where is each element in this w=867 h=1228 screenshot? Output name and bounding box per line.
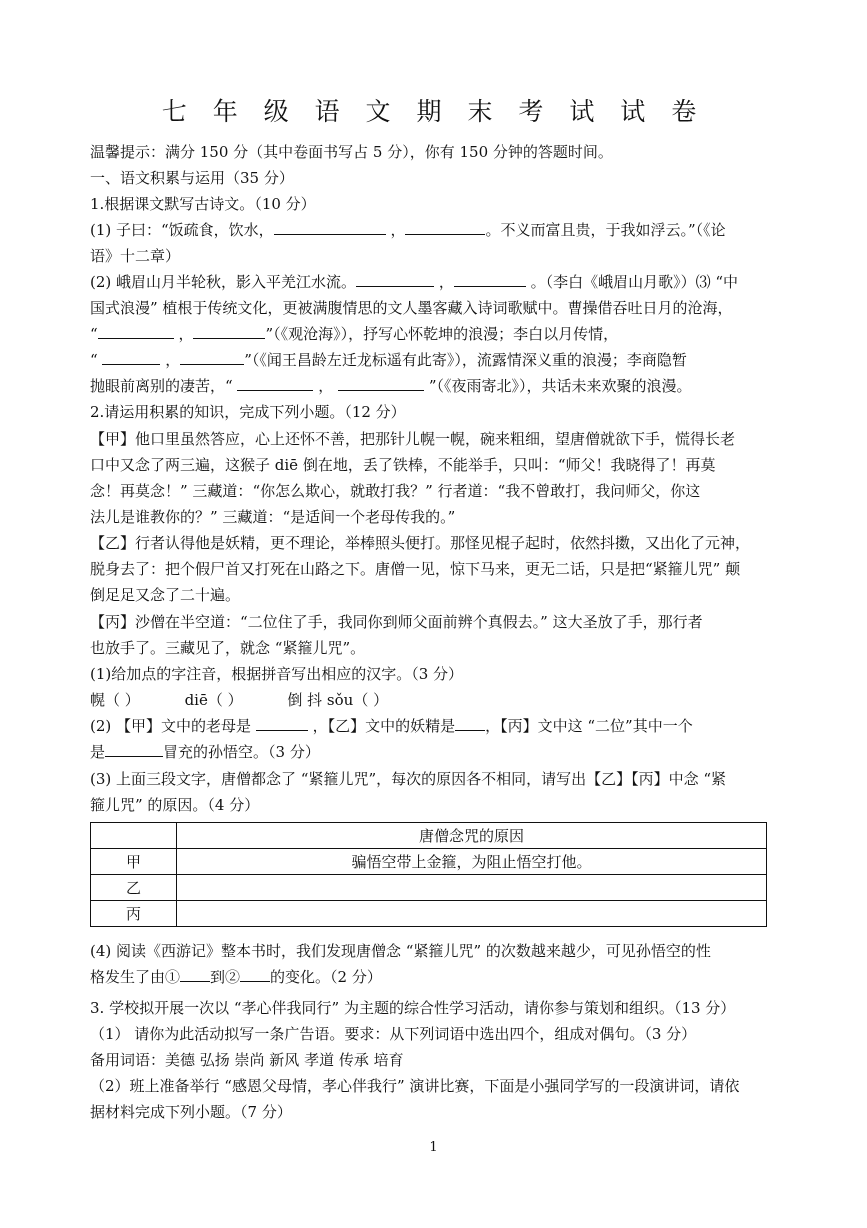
answer-blank[interactable] xyxy=(405,220,485,235)
table-row xyxy=(91,849,767,875)
q1-line-6: “ ， ”（《闻王昌龄左迁龙标遥有此寄》），流露情深义重的浪漫；李商隐暂 xyxy=(90,351,687,369)
row-reason-input[interactable] xyxy=(177,875,767,901)
answer-blank[interactable] xyxy=(256,716,308,731)
q1-line-3: (2) 峨眉山月半轮秋，影入平羌江水流。 ， 。（李白《峨眉山月歌》）⑶ “中 xyxy=(90,273,739,291)
pinyin-answers: 幌（ ） diē（ ） 倒 抖 sǒu（ ） xyxy=(90,691,389,709)
answer-blank[interactable] xyxy=(180,967,210,982)
q3-sub-2: （2）班上准备举行 “感恩父母情，孝心伴我行” 演讲比赛，下面是小强同学写的一段演讲词，请依 xyxy=(90,1077,740,1095)
answer-blank[interactable] xyxy=(193,324,265,339)
reason-table xyxy=(90,822,767,927)
question-2-heading: 2.请运用积累的知识，完成下列小题。（12 分） xyxy=(90,403,406,421)
answer-blank[interactable] xyxy=(338,376,424,391)
q1-line-7: 抛眼前离别的凄苦，“ ， ”（《夜雨寄北》），共话未来欢聚的浪漫。 xyxy=(90,377,692,395)
row-label: 乙 xyxy=(91,875,177,901)
row-label: 甲 xyxy=(91,849,177,875)
page-number: 1 xyxy=(429,1140,438,1155)
answer-blank[interactable] xyxy=(455,716,485,731)
q1-line-5: “ ， ”（《观沧海》），抒写心怀乾坤的浪漫；李白以月传情， xyxy=(90,325,619,343)
section-heading: 一、语文积累与运用（35 分） xyxy=(90,169,294,187)
sub-question-4-cont: 格发生了由① 到② 的变化。（2 分） xyxy=(90,968,382,986)
passage-jia-line: 【甲】他口里虽然答应，心上还怀不善，把那针儿幌一幌，碗来粗细，望唐僧就欲下手，慌得长老 xyxy=(90,430,736,448)
passage-yi-line: 脱身去了：把个假尸首又打死在山路之下。唐僧一见，惊下马来，更无二话，只是把“紧箍儿咒” 颠 xyxy=(90,560,741,578)
answer-blank[interactable] xyxy=(98,324,174,339)
passage-jia-line: 念！再莫念！” 三藏道：“你怎么欺心，就敢打我？” 行者道：“我不曾敢打，我问师父，你这 xyxy=(90,482,701,500)
q1-line-2: 语》十二章） xyxy=(90,247,181,265)
question-3-heading: 3. 学校拟开展一次以 “孝心伴我同行” 为主题的综合性学习活动，请你参与策划和组织。（13 分） xyxy=(90,999,736,1017)
passage-jia-line: 法儿是谁教你的？” 三藏道：“是适间一个老母传我的。” xyxy=(90,508,456,526)
word-bank: 备用词语：美德 弘扬 崇尚 新风 孝道 传承 培育 xyxy=(90,1051,404,1069)
answer-blank[interactable] xyxy=(454,272,526,287)
tip-text: 温馨提示：满分 150 分（其中卷面书写占 5 分），你有 150 分钟的答题时间。 xyxy=(90,143,613,161)
q1-line-1: (1) 子曰：“饭疏食，饮水， ， 。不义而富且贵，于我如浮云。”（《论 xyxy=(90,221,726,239)
q1-line-4: 国式浪漫” 植根于传统文化，更被满腹情思的文人墨客藏入诗词歌赋中。曹操借吞吐日月的沧海， xyxy=(90,299,733,317)
answer-blank[interactable] xyxy=(240,967,270,982)
passage-yi-line: 倒足足又念了二十遍。 xyxy=(90,586,241,604)
answer-blank[interactable] xyxy=(180,350,244,365)
answer-blank[interactable] xyxy=(274,220,386,235)
q3-sub-1: （1） 请你为此活动拟写一条广告语。要求：从下列词语中选出四个，组成对偶句。（3 分） xyxy=(90,1025,697,1043)
table-header: 唐僧念咒的原因 xyxy=(177,823,767,849)
table-row xyxy=(91,901,767,927)
table-row xyxy=(91,875,767,901)
answer-blank[interactable] xyxy=(237,376,313,391)
answer-blank[interactable] xyxy=(102,350,160,365)
page-title: 七 年 级 语 文 期 末 考 试 试 卷 xyxy=(161,97,706,126)
sub-question-3: (3) 上面三段文字，唐僧都念了 “紧箍儿咒”，每次的原因各不相同，请写出【乙】【丙】中念 “紧 xyxy=(90,770,727,788)
sub-question-3-cont: 箍儿咒” 的原因。（4 分） xyxy=(90,796,260,814)
passage-yi-line: 【乙】行者认得他是妖精，更不理论，举棒照头便打。那怪见棍子起时，依然抖擞，又出化了元神， xyxy=(90,534,751,552)
sub-question-4: (4) 阅读《西游记》整本书时，我们发现唐僧念 “紧箍儿咒” 的次数越来越少，可见孙悟空的性 xyxy=(90,942,711,960)
sub-question-1: (1)给加点的字注音，根据拼音写出相应的汉字。（3 分） xyxy=(90,665,464,683)
q3-sub-2-cont: 据材料完成下列小题。（7 分） xyxy=(90,1103,292,1121)
passage-jia-line: 口中又念了两三遍，这猴子 diē 倒在地，丢了铁棒，不能举手，只叫：“师父！我晓得了！再莫 xyxy=(90,456,716,474)
row-label: 丙 xyxy=(91,901,177,927)
answer-blank[interactable] xyxy=(356,272,434,287)
sub-question-2-cont: 是 冒充的孙悟空。（3 分） xyxy=(90,743,320,761)
passage-bing-line: 也放手了。三藏见了，就念 “紧箍儿咒”。 xyxy=(90,639,366,657)
question-1-heading: 1.根据课文默写古诗文。（10 分） xyxy=(90,195,316,213)
sub-question-2: (2) 【甲】文中的老母是 ，【乙】文中的妖精是 ，【丙】文中这 “二位”其中一个 xyxy=(90,717,693,735)
passage-bing-line: 【丙】沙僧在半空道：“二位住了手，我同你到师父面前辨个真假去。” 这大圣放了手，那行者 xyxy=(90,613,703,631)
row-reason: 骗悟空带上金箍，为阻止悟空打他。 xyxy=(177,849,767,875)
answer-blank[interactable] xyxy=(105,742,163,757)
table-header-row xyxy=(91,823,767,849)
row-reason-input[interactable] xyxy=(177,901,767,927)
